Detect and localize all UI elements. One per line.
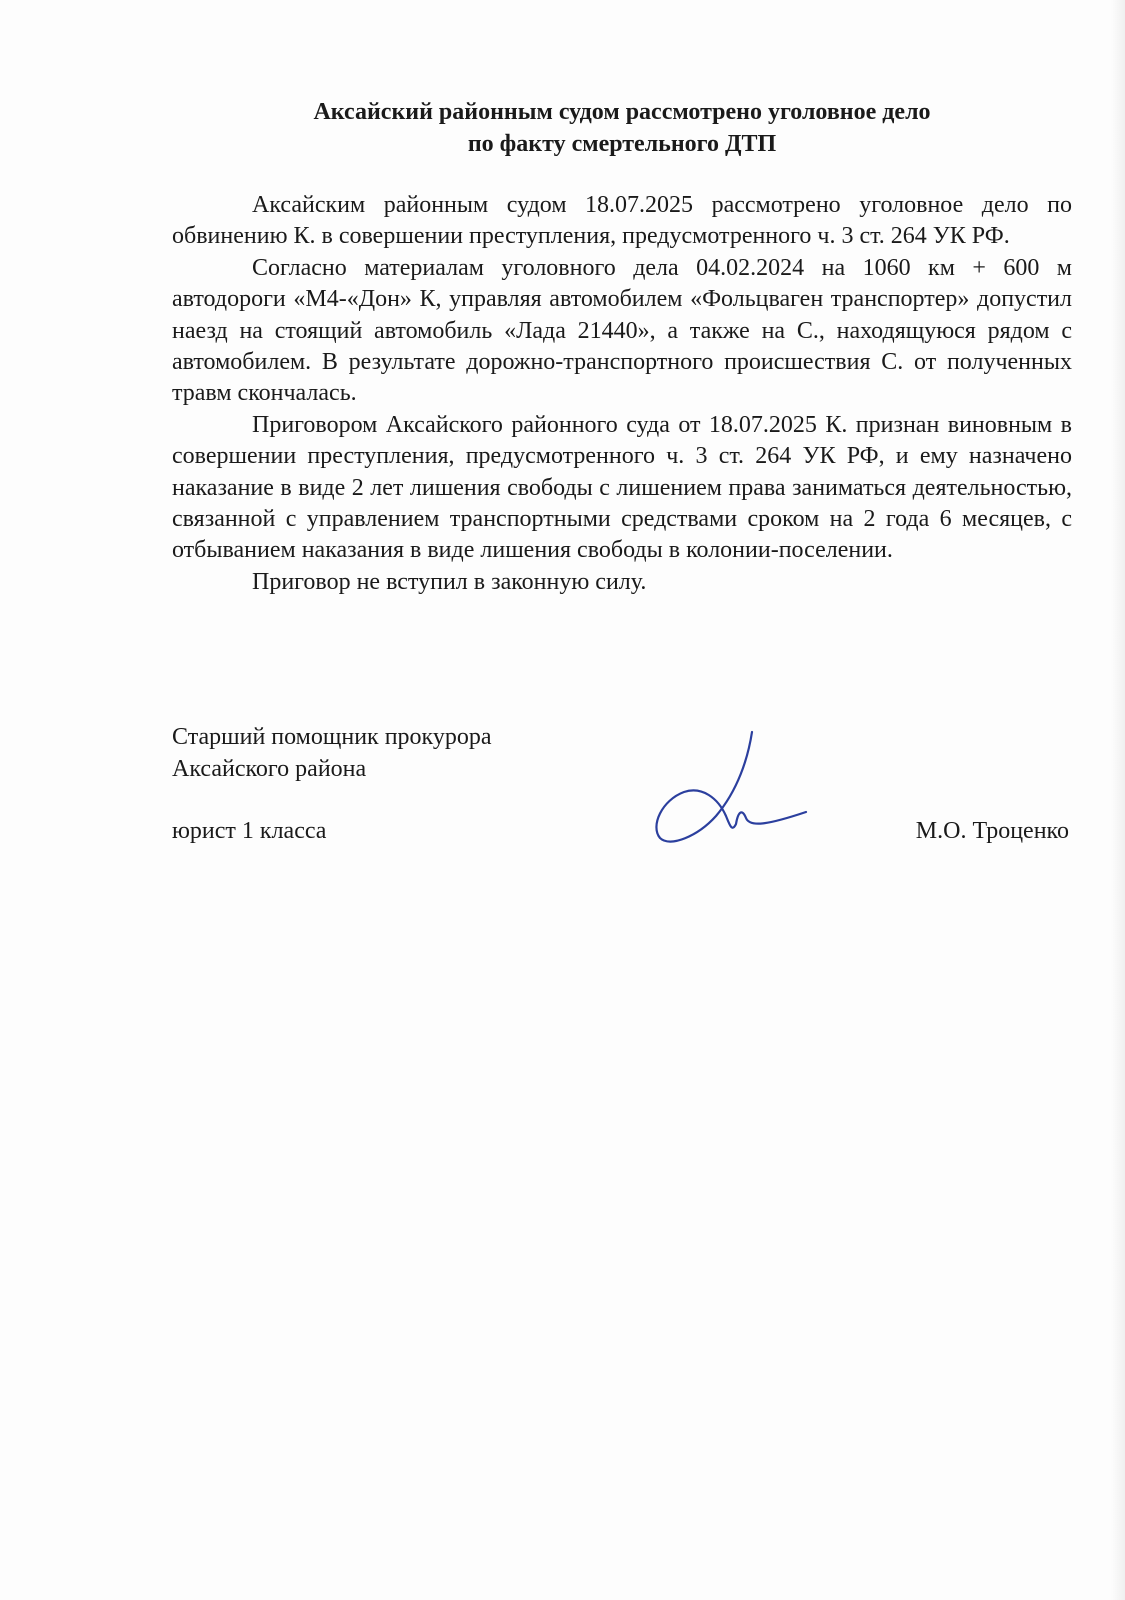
signature-stroke (656, 732, 806, 842)
handwritten-signature (640, 728, 820, 858)
signatory-position-line-1: Старший помощник прокурора (172, 724, 492, 750)
title-line-2: по факту смертельного ДТП (467, 131, 777, 157)
scan-edge-shadow (1111, 0, 1125, 1600)
signatory-name: М.О. Троценко (915, 818, 1069, 844)
document-body (172, 190, 1072, 598)
title-line-1: Аксайский районным судом рассмотрено уголовное дело (313, 99, 931, 125)
signatory-rank: юрист 1 класса (172, 818, 327, 844)
paragraph-2: Согласно материалам уголовного дела 04.02.2024 на 1060 км + 600 м автодороги «М4-«Дон» К, управляя автомобилем «Фольцваген транспортер» допустил наезд на стоящий автомобиль «Лада 21440», а также на С., находящуюся рядом с автомобилем. В результате дорожно-транспортного происшествия С. от полученных травм скончалась. (172, 254, 1072, 407)
paragraph-1: Аксайским районным судом 18.07.2025 рассмотрено уголовное дело по обвинению К. в совершении преступления, предусмотренного ч. 3 ст. 264 УК РФ. (172, 192, 1072, 250)
paragraph-4: Приговор не вступил в законную силу. (252, 568, 647, 595)
paragraph-3: Приговором Аксайского районного суда от 18.07.2025 К. признан виновным в совершении преступления, предусмотренного ч. 3 ст. 264 УК РФ, и ему назначено наказание в виде 2 лет лишения свободы с лишением права заниматься деятельностью, связанной с управлением транспортными средствами сроком на 2 года 6 месяцев, с отбыванием наказания в виде лишения свободы в колонии-поселении. (172, 411, 1072, 564)
signatory-position-line-2: Аксайского района (172, 756, 367, 782)
document-title (172, 96, 1072, 160)
